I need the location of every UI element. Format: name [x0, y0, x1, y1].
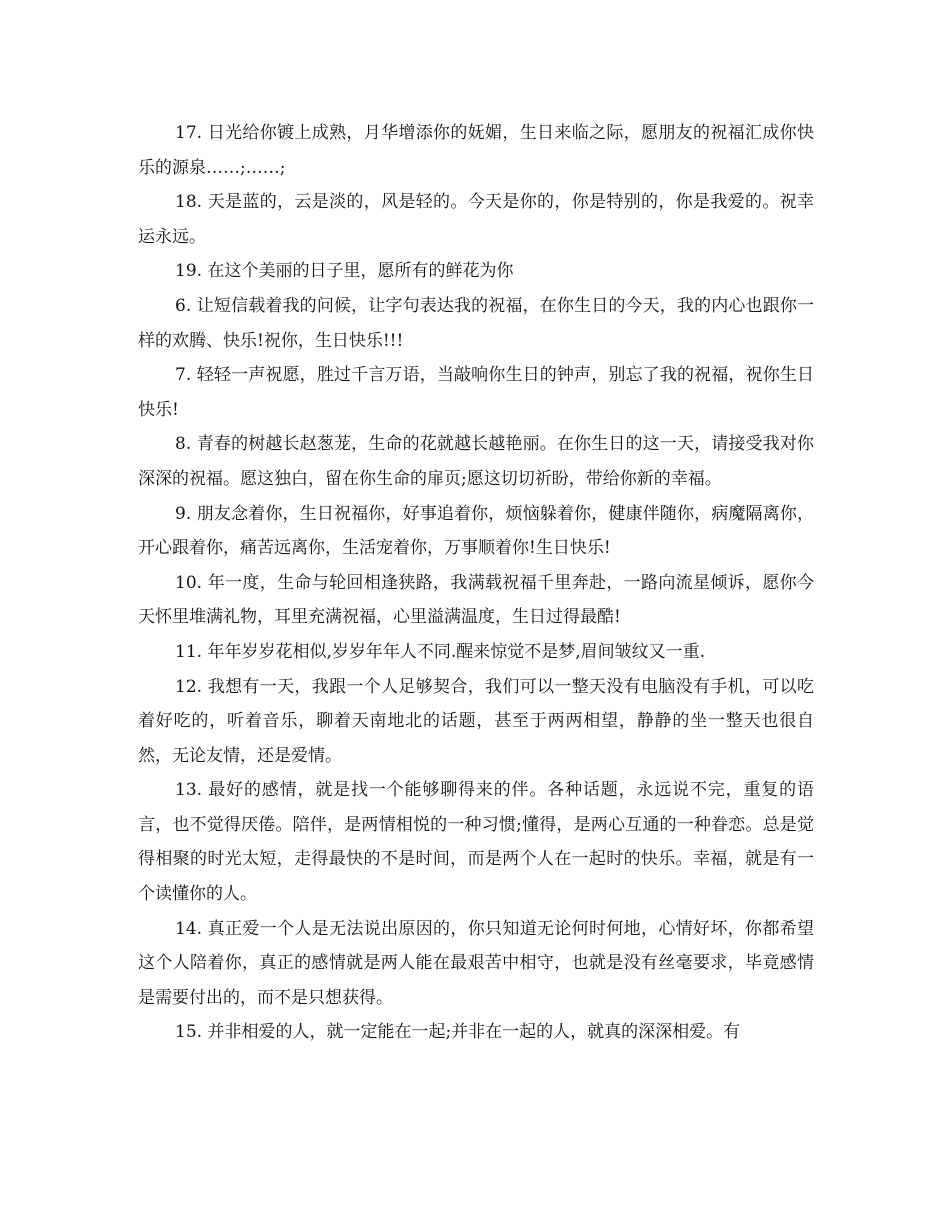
paragraph-17: 17. 日光给你镀上成熟，月华增添你的妩媚，生日来临之际，愿朋友的祝福汇成你快乐的源泉……;……;: [138, 123, 814, 178]
paragraph-14: 14. 真正爱一个人是无法说出原因的，你只知道无论何时何地，心情好坏，你都希望这个人陪着你，真正的感情就是两人能在最艰苦中相守，也就是没有丝毫要求，毕竟感情是需要付出的，而不是只想获得。: [138, 918, 814, 1008]
paragraph-18: 18. 天是蓝的，云是淡的，风是轻的。今天是你的，你是特别的，你是我爱的。祝幸运永远。: [138, 192, 814, 247]
paragraph-9: 9. 朋友念着你，生日祝福你，好事追着你，烦恼躲着你，健康伴随你，病魔隔离你，开心跟着你，痛苦远离你，生活宠着你，万事顺着你!生日快乐!: [138, 503, 814, 559]
paragraph-15: 15. 并非相爱的人，就一定能在一起;并非在一起的人，就真的深深相爱。有: [175, 1022, 741, 1043]
paragraph-11: 11. 年年岁岁花相似,岁岁年年人不同.醒来惊觉不是梦,眉间皱纹又一重.: [175, 641, 706, 662]
paragraph-10: 10. 年一度，生命与轮回相逢狭路，我满载祝福千里奔赴，一路向流星倾诉，愿你今天怀里堆满礼物，耳里充满祝福，心里溢满温度，生日过得最酷!: [138, 572, 814, 628]
paragraph-7: 7. 轻轻一声祝愿，胜过千言万语，当敲响你生日的钟声，别忘了我的祝福，祝你生日快乐!: [138, 365, 814, 420]
paragraph-13: 13. 最好的感情，就是找一个能够聊得来的伴。各种话题，永远说不完，重复的语言，也不觉得厌倦。陪伴，是两情相悦的一种习惯;懂得，是两心互通的一种眷恋。总是觉得相聚的时光太短，走得最快的不是时间，而是两个人在一起时的快乐。幸福，就是有一个读懂你的人。: [138, 780, 814, 905]
paragraph-8: 8. 青春的树越长赵葱茏，生命的花就越长越艳丽。在你生日的这一天，请接受我对你深深的祝福。愿这独白，留在你生命的扉页;愿这切切祈盼，带给你新的幸福。: [138, 434, 814, 489]
paragraph-19: 19. 在这个美丽的日子里，愿所有的鲜花为你: [175, 261, 514, 282]
document-body: [138, 116, 814, 1050]
paragraph-12: 12. 我想有一天，我跟一个人足够契合，我们可以一整天没有电脑没有手机，可以吃着好吃的，听着音乐，聊着天南地北的话题，甚至于两两相望，静静的坐一整天也很自然，无论友情，还是爱情。: [138, 676, 814, 766]
paragraph-6: 6. 让短信载着我的问候，让字句表达我的祝福，在你生日的今天，我的内心也跟你一样的欢腾、快乐!祝你，生日快乐!!!: [138, 295, 814, 351]
